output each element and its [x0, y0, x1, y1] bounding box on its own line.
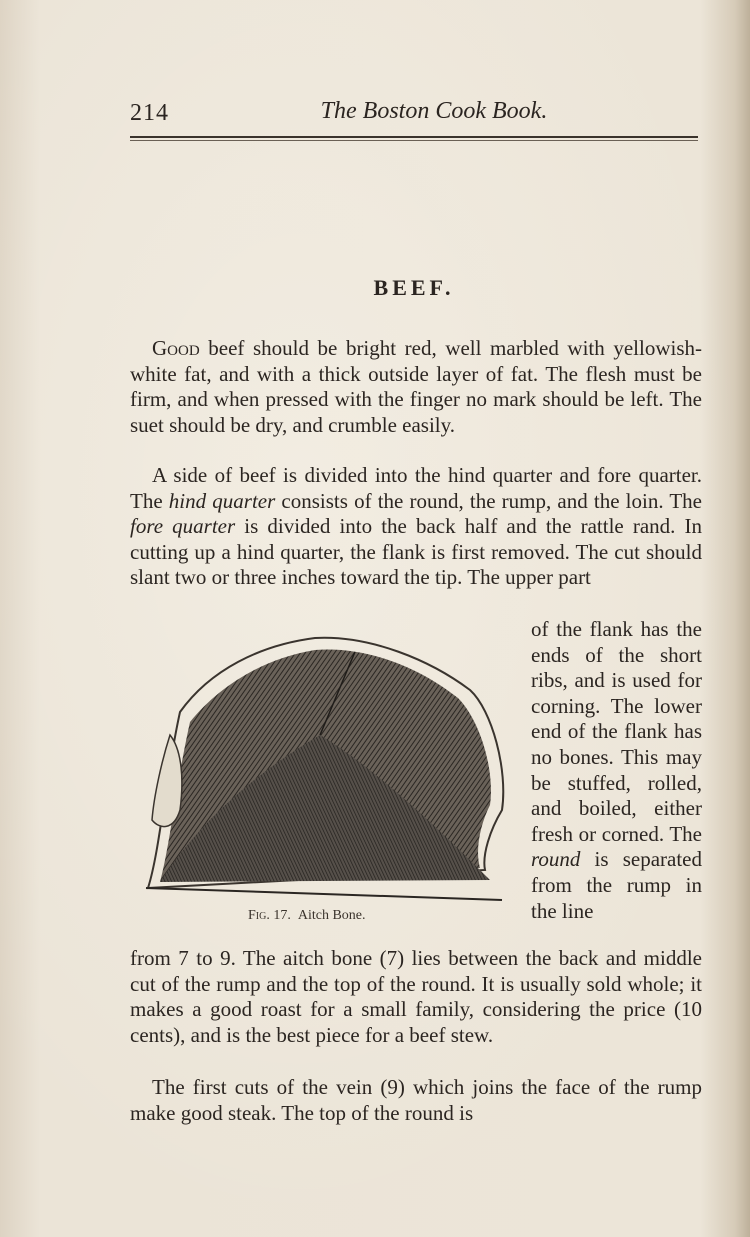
term-hind-quarter: hind quarter	[168, 488, 276, 513]
side-text-a: of the flank has the ends of the short ribs, and is used for corning. The lower end of the flank has no bones. This may be stuffed, rolled, and boiled, either fresh or corned. The	[531, 617, 702, 846]
figure-caption	[248, 908, 366, 924]
paragraph-1-lead: Good	[152, 336, 200, 360]
paragraph-1-body: beef should be bright red, well marbled with yellowish-white fat, and with a thick outside layer of fat. The flesh must be firm, and when pressed with the finger no mark should be left. The suet should be dry, and crumble easily.	[130, 336, 702, 437]
page-header	[130, 96, 698, 136]
paragraph-2-text-c: is divided into the back half and the rattle rand. In cutting up a hind quarter, the flank is first removed. The cut should slant two or three inches toward the tip. The upper part	[130, 514, 702, 590]
paragraph-2-text-b: consists of the round, the rump, and the loin. The	[275, 488, 702, 513]
paragraph-1	[130, 336, 702, 438]
figure-title: Aitch Bone.	[297, 908, 366, 923]
term-fore-quarter: fore quarter	[130, 514, 236, 539]
side-text-b: is separated from the rump in the line	[531, 847, 702, 923]
paragraph-2-text-a: A side of beef is divided into the hind quarter and fore quarter. The	[130, 463, 702, 513]
header-rule	[130, 136, 698, 138]
aitch-bone-engraving	[140, 630, 510, 905]
paragraph-2-side-column	[531, 617, 702, 924]
running-title: The Boston Cook Book.	[320, 98, 548, 124]
paragraph-3: The first cuts of the vein (9) which joins the face of the rump make good steak. The top of the round is	[130, 1075, 702, 1125]
term-round: round	[531, 847, 581, 872]
paragraph-2-continuation: from 7 to 9. The aitch bone (7) lies between the back and middle cut of the rump and the top of the round. It is usually sold whole; it makes a good roast for a small family, considering the price (10 cents), and is the best piece for a beef stew.	[130, 946, 702, 1047]
section-heading: BEEF.	[373, 275, 455, 300]
paragraph-2	[130, 463, 702, 591]
figure-aitch-bone	[140, 630, 510, 910]
page-number: 214	[130, 100, 169, 126]
figure-label: Fig. 17.	[248, 908, 291, 923]
header-rule-thin	[130, 140, 698, 141]
